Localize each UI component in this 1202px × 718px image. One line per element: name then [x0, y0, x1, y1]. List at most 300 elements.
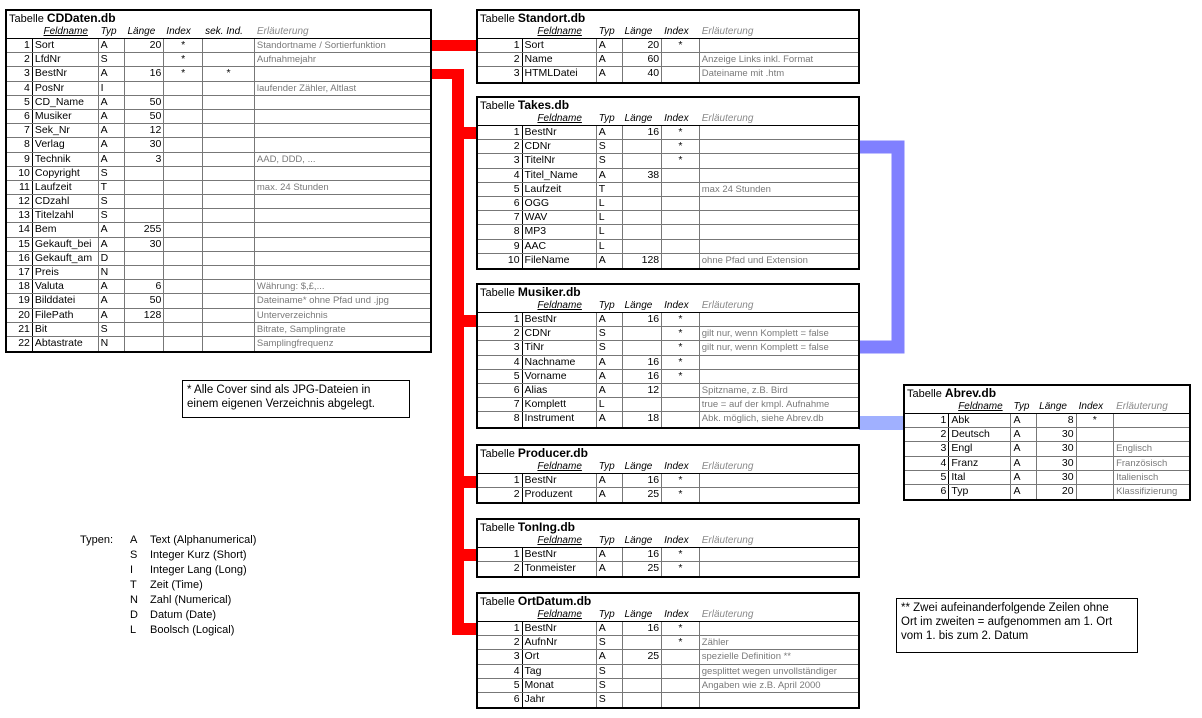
field-name: Vorname	[523, 370, 597, 383]
field-name: AAC	[523, 240, 597, 253]
field-number: 1	[7, 39, 33, 52]
field-type: L	[597, 211, 623, 224]
table-title-name: Abrev.db	[944, 386, 997, 400]
field-secondary-index	[203, 124, 255, 137]
field-index: *	[662, 548, 700, 561]
field-length	[125, 323, 164, 336]
field-number: 4	[7, 82, 33, 95]
table-row	[7, 209, 430, 223]
column-header-feldname: Feldname	[537, 461, 582, 472]
field-number: 6	[7, 110, 33, 123]
types-legend-label: Typen:	[80, 534, 114, 546]
field-length	[125, 195, 164, 208]
column-header-index: Index	[664, 609, 689, 620]
field-explanation	[255, 124, 430, 137]
table-title-name: TonIng.db	[517, 520, 576, 534]
red-relationship-connectors	[432, 40, 478, 635]
field-explanation	[700, 169, 858, 182]
field-explanation	[700, 126, 858, 139]
table-musiker	[476, 283, 860, 429]
link-instrument-abrev	[859, 416, 905, 430]
field-number: 14	[7, 223, 33, 236]
field-length: 25	[623, 488, 663, 502]
field-explanation: gilt nur, wenn Komplett = false	[701, 328, 829, 340]
field-type: A	[597, 412, 623, 426]
column-header-number	[905, 400, 949, 413]
field-index: *	[662, 140, 700, 153]
table-title	[478, 11, 858, 25]
field-name: Jahr	[523, 693, 597, 707]
table-title	[478, 520, 858, 534]
table-row	[478, 398, 858, 412]
field-length: 30	[1037, 457, 1076, 470]
type-code: S	[130, 549, 138, 561]
note-ort	[896, 598, 1138, 653]
types-legend-row	[80, 533, 256, 548]
field-name: WAV	[523, 211, 597, 224]
column-header-l-nge: Länge	[624, 26, 653, 37]
field-number: 5	[478, 679, 523, 692]
field-explanation	[700, 313, 858, 326]
field-explanation	[700, 370, 858, 383]
column-header-row	[478, 112, 858, 126]
field-index	[662, 67, 700, 81]
field-name: Verlag	[33, 138, 99, 151]
field-explanation: Angaben wie z.B. April 2000	[701, 679, 821, 691]
field-length	[623, 154, 663, 167]
table-title-prefix: Tabelle	[480, 448, 518, 460]
field-name: Alias	[523, 384, 597, 397]
field-index	[662, 665, 700, 678]
field-index	[164, 110, 203, 123]
field-name: Abtastrate	[33, 337, 99, 351]
column-header-l-nge: Länge	[127, 26, 156, 37]
field-number: 5	[478, 183, 523, 196]
field-length	[125, 53, 164, 66]
field-index: *	[662, 154, 700, 167]
table-row	[7, 82, 430, 96]
field-length	[623, 398, 663, 411]
field-number: 18	[7, 280, 33, 293]
types-legend-row	[80, 563, 256, 578]
field-number: 9	[7, 153, 33, 166]
table-toning	[476, 518, 860, 578]
field-explanation	[255, 238, 430, 251]
type-code: D	[130, 609, 138, 621]
column-header-l-nge: Länge	[624, 300, 653, 311]
field-name: Komplett	[523, 398, 597, 411]
table-row	[7, 323, 430, 337]
field-number: 2	[478, 327, 523, 340]
table-title-name: Takes.db	[517, 98, 570, 112]
field-index: *	[164, 67, 203, 80]
field-type: A	[1011, 428, 1037, 441]
field-type: A	[99, 124, 126, 137]
field-length	[623, 211, 663, 224]
field-length: 30	[1037, 442, 1076, 455]
table-row	[478, 154, 858, 168]
field-name: Bit	[33, 323, 99, 336]
field-number: 4	[905, 457, 949, 470]
link-bestnr-musiker	[452, 315, 478, 327]
field-explanation	[700, 474, 858, 487]
field-number: 4	[478, 356, 523, 369]
field-type: S	[597, 154, 623, 167]
field-explanation	[255, 67, 430, 80]
column-header-l-nge: Länge	[624, 461, 653, 472]
field-type: A	[99, 39, 126, 52]
types-legend-spacer	[80, 623, 130, 638]
column-header-feldname: Feldname	[958, 401, 1003, 412]
field-length	[623, 183, 663, 196]
field-explanation: Dateiname mit .htm	[701, 68, 785, 80]
table-row	[478, 665, 858, 679]
field-number: 1	[478, 126, 523, 139]
field-type: A	[597, 548, 623, 561]
field-number: 7	[478, 398, 523, 411]
table-row	[478, 636, 858, 650]
field-explanation	[700, 154, 858, 167]
field-index: *	[662, 622, 700, 635]
field-number: 6	[478, 384, 523, 397]
field-secondary-index	[203, 209, 255, 222]
field-type: A	[1011, 414, 1037, 427]
field-secondary-index	[203, 266, 255, 279]
column-header-feldname: Feldname	[537, 300, 582, 311]
field-index	[662, 679, 700, 692]
column-header-l-nge: Länge	[624, 609, 653, 620]
field-name: CDNr	[523, 140, 597, 153]
field-secondary-index	[203, 195, 255, 208]
table-row	[905, 471, 1189, 485]
field-number: 6	[478, 197, 523, 210]
type-code: A	[130, 534, 138, 546]
type-description: Zeit (Time)	[150, 579, 203, 591]
field-number: 12	[7, 195, 33, 208]
field-index	[164, 223, 203, 236]
field-name: Tag	[523, 665, 597, 678]
field-explanation: Unterverzeichnis	[256, 309, 328, 321]
table-row	[478, 183, 858, 197]
column-header-typ: Typ	[598, 113, 615, 124]
field-length: 30	[125, 238, 164, 251]
field-name: Laufzeit	[523, 183, 597, 196]
field-secondary-index	[203, 110, 255, 123]
field-name: Ital	[949, 471, 1011, 484]
table-row	[478, 412, 858, 426]
field-type: L	[597, 240, 623, 253]
field-index	[164, 124, 203, 137]
column-header-index: Index	[664, 535, 689, 546]
field-type: L	[597, 225, 623, 238]
field-type: A	[99, 309, 126, 322]
field-length	[623, 197, 663, 210]
field-explanation	[255, 223, 430, 236]
field-length: 30	[125, 138, 164, 151]
field-explanation	[255, 110, 430, 123]
table-row	[478, 693, 858, 707]
table-row	[905, 485, 1189, 499]
field-type: T	[99, 181, 126, 194]
field-name: Titelzahl	[33, 209, 99, 222]
column-header-erl-uterung: Erläuterung	[256, 26, 309, 37]
field-explanation	[700, 39, 858, 52]
field-length: 8	[1037, 414, 1076, 427]
field-length: 16	[623, 370, 663, 383]
table-row	[905, 442, 1189, 456]
field-explanation	[255, 138, 430, 151]
field-number: 4	[478, 665, 523, 678]
field-name: BestNr	[523, 622, 597, 635]
field-length: 18	[623, 412, 663, 426]
field-index: *	[662, 636, 700, 649]
field-length: 25	[623, 650, 663, 663]
table-row	[7, 252, 430, 266]
field-type: A	[99, 110, 126, 123]
types-legend	[80, 533, 256, 638]
column-header-typ: Typ	[598, 26, 615, 37]
field-number: 16	[7, 252, 33, 265]
column-header-feldname: Feldname	[537, 26, 582, 37]
field-type: S	[99, 167, 126, 180]
field-number: 3	[478, 67, 523, 81]
table-row	[478, 384, 858, 398]
field-length	[125, 82, 164, 95]
field-type: S	[597, 341, 623, 354]
table-title	[905, 386, 1189, 400]
table-row	[478, 211, 858, 225]
field-index	[662, 254, 700, 268]
field-index	[662, 53, 700, 66]
field-length: 12	[623, 384, 663, 397]
field-explanation	[700, 622, 858, 635]
column-header-index: Index	[664, 113, 689, 124]
field-explanation	[1114, 428, 1189, 441]
field-number: 4	[478, 169, 523, 182]
column-header-erl-uterung: Erläuterung	[701, 609, 754, 620]
note-cover-line-2: einem eigenen Verzeichnis abgelegt.	[187, 398, 375, 410]
field-index	[1077, 442, 1114, 455]
field-type: S	[597, 665, 623, 678]
field-name: Bem	[33, 223, 99, 236]
field-name: Laufzeit	[33, 181, 99, 194]
field-secondary-index	[203, 252, 255, 265]
field-index	[164, 309, 203, 322]
field-type: T	[597, 183, 623, 196]
note-ort-line-3: vom 1. bis zum 2. Datum	[901, 630, 1029, 642]
field-explanation	[255, 252, 430, 265]
type-description: Zahl (Numerical)	[150, 594, 232, 606]
field-explanation: Klassifizierung	[1116, 485, 1178, 497]
field-number: 1	[478, 622, 523, 635]
field-type: A	[597, 370, 623, 383]
type-code: I	[130, 564, 134, 576]
field-length: 30	[1037, 428, 1076, 441]
types-legend-row	[80, 593, 256, 608]
column-header-index: Index	[664, 300, 689, 311]
table-title-prefix: Tabelle	[9, 13, 47, 25]
field-secondary-index	[203, 337, 255, 351]
field-explanation: max 24 Stunden	[701, 183, 771, 195]
field-name: Technik	[33, 153, 99, 166]
table-title-name: CDDaten.db	[46, 11, 116, 25]
field-type: A	[99, 67, 126, 80]
field-name: Bilddatei	[33, 294, 99, 307]
field-type: A	[99, 153, 126, 166]
column-header-row	[478, 534, 858, 548]
field-type: N	[99, 337, 126, 351]
table-row	[478, 474, 858, 488]
column-header-index: Index	[166, 26, 191, 37]
table-title	[7, 11, 430, 25]
field-number: 8	[7, 138, 33, 151]
field-explanation: AAD, DDD, ...	[256, 153, 316, 165]
field-index	[164, 167, 203, 180]
field-index: *	[1077, 414, 1114, 427]
field-name: Typ	[949, 485, 1011, 499]
field-index: *	[662, 126, 700, 139]
field-explanation	[700, 240, 858, 253]
field-type: S	[597, 327, 623, 340]
field-index	[164, 181, 203, 194]
field-number: 5	[7, 96, 33, 109]
field-explanation	[700, 693, 858, 707]
field-type: A	[99, 294, 126, 307]
column-header-feldname: Feldname	[43, 26, 88, 37]
field-number: 6	[478, 693, 523, 707]
field-name: Gekauft_bei	[33, 238, 99, 251]
table-row	[7, 110, 430, 124]
field-length: 16	[623, 622, 663, 635]
field-index	[164, 238, 203, 251]
field-index: *	[164, 53, 203, 66]
field-name: Gekauft_am	[33, 252, 99, 265]
table-title-prefix: Tabelle	[907, 388, 945, 400]
field-length	[623, 341, 663, 354]
field-name: BestNr	[523, 313, 597, 326]
field-explanation: laufender Zähler, Altlast	[256, 82, 357, 94]
field-index	[662, 211, 700, 224]
field-number: 20	[7, 309, 33, 322]
field-explanation: true = auf der kmpl. Aufnahme	[701, 399, 830, 411]
field-type: S	[99, 195, 126, 208]
type-description: Integer Lang (Long)	[150, 564, 247, 576]
field-length	[125, 181, 164, 194]
field-index	[164, 195, 203, 208]
types-legend-spacer	[80, 563, 130, 578]
type-description: Datum (Date)	[150, 609, 217, 621]
field-length: 12	[125, 124, 164, 137]
field-name: Musiker	[33, 110, 99, 123]
table-takes	[476, 96, 860, 270]
field-name: BestNr	[523, 474, 597, 487]
field-length: 16	[623, 548, 663, 561]
field-number: 8	[478, 225, 523, 238]
field-length: 38	[623, 169, 663, 182]
field-type: A	[597, 254, 623, 268]
field-index	[662, 384, 700, 397]
type-description: Boolsch (Logical)	[150, 624, 235, 636]
field-number: 2	[7, 53, 33, 66]
table-title-name: Producer.db	[517, 446, 588, 460]
field-number: 2	[478, 140, 523, 153]
field-length	[125, 266, 164, 279]
field-name: Valuta	[33, 280, 99, 293]
table-title-name: Musiker.db	[517, 285, 581, 299]
table-cddaten	[5, 9, 432, 353]
type-description: Text (Alphanumerical)	[150, 534, 257, 546]
field-index	[164, 280, 203, 293]
table-row	[7, 223, 430, 237]
field-explanation	[255, 266, 430, 279]
table-row	[7, 309, 430, 323]
column-header-feldname: Feldname	[537, 609, 582, 620]
field-name: Preis	[33, 266, 99, 279]
column-header-typ: Typ	[598, 535, 615, 546]
field-index	[1077, 471, 1114, 484]
type-code: T	[130, 579, 137, 591]
field-name: LfdNr	[33, 53, 99, 66]
table-row	[478, 562, 858, 576]
field-index	[662, 169, 700, 182]
column-header-erl-uterung: Erläuterung	[701, 26, 754, 37]
field-number: 2	[905, 428, 949, 441]
field-type: A	[99, 280, 126, 293]
field-index	[662, 197, 700, 210]
table-row	[7, 138, 430, 152]
column-header-l-nge: Länge	[624, 113, 653, 124]
type-code: L	[130, 624, 137, 636]
column-header-erl-uterung: Erläuterung	[701, 535, 754, 546]
field-index	[662, 183, 700, 196]
column-header-typ: Typ	[1013, 401, 1030, 412]
field-type: A	[597, 650, 623, 663]
field-index: *	[662, 474, 700, 487]
field-number: 13	[7, 209, 33, 222]
field-secondary-index	[203, 280, 255, 293]
table-row	[7, 280, 430, 294]
field-explanation	[700, 140, 858, 153]
field-length: 255	[125, 223, 164, 236]
field-explanation: Französisch	[1116, 457, 1168, 469]
field-index	[164, 294, 203, 307]
field-number: 6	[905, 485, 949, 499]
field-secondary-index	[203, 39, 255, 52]
field-explanation: max. 24 Stunden	[256, 181, 329, 193]
field-name: Deutsch	[949, 428, 1011, 441]
field-name: Name	[523, 53, 597, 66]
table-row	[905, 428, 1189, 442]
link-bestnr-ortdatum	[452, 623, 478, 635]
field-length	[125, 337, 164, 351]
field-length: 128	[125, 309, 164, 322]
column-header-erl-uterung: Erläuterung	[701, 300, 754, 311]
field-secondary-index	[203, 323, 255, 336]
field-length	[623, 327, 663, 340]
table-row	[7, 337, 430, 351]
field-secondary-index	[203, 294, 255, 307]
column-header-number	[478, 608, 523, 621]
table-row	[7, 96, 430, 110]
field-type: S	[597, 636, 623, 649]
field-explanation	[700, 197, 858, 210]
field-number: 9	[478, 240, 523, 253]
column-header-row	[478, 460, 858, 474]
field-length: 16	[125, 67, 164, 80]
field-secondary-index	[203, 82, 255, 95]
column-header-row	[478, 608, 858, 622]
field-index: *	[662, 488, 700, 502]
